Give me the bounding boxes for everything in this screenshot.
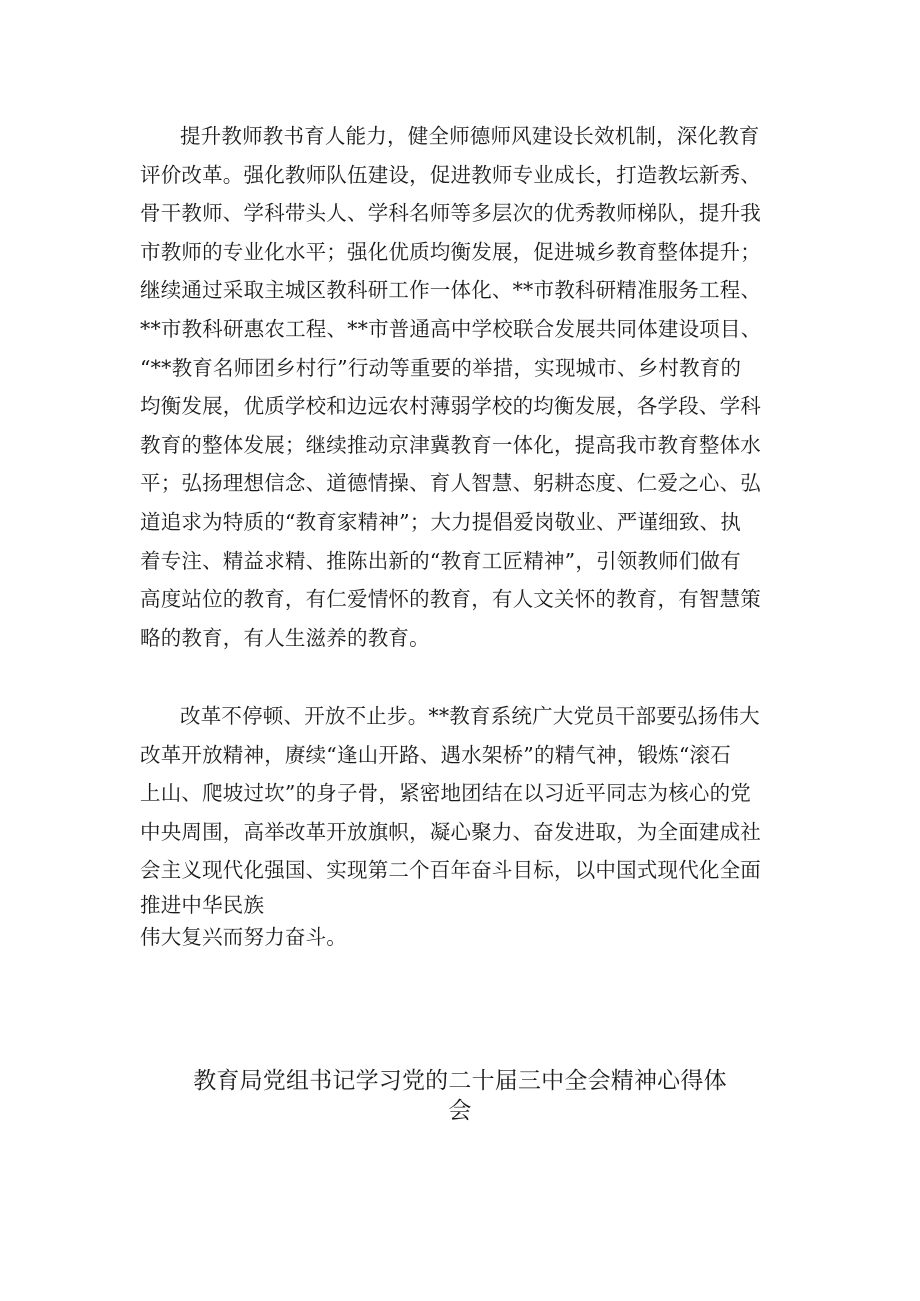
paragraph-line: 市教师的专业化水平；强化优质均衡发展，促进城乡教育整体提升； [140,239,761,264]
paragraph-line: 平；弘扬理想信念、道德情操、育人智慧、躬耕态度、仁爱之心、弘 [140,471,761,496]
paragraph-line: 推进中华民族 [140,892,265,917]
paragraph-line: 均衡发展，优质学校和边远农村薄弱学校的均衡发展，各学段、学科 [140,394,761,419]
article-title [0,1066,920,1126]
paragraph-line: 继续通过采取主城区教科研工作一体化、**市教科研精准服务工程、 [140,278,762,303]
paragraph-2 [140,697,790,954]
paragraph-line: 会主义现代化强国、实现第二个百年奋斗目标，以中国式现代化全面 [140,858,761,883]
paragraph-line: 道追求为特质的“教育家精神”；大力提倡爱岗敬业、严谨细致、执 [140,509,741,534]
paragraph-line: 着专注、精益求精、推陈出新的“教育工匠精神”，引领教师们做有 [140,548,741,573]
title-line: 会 [448,1098,472,1124]
paragraph-line: 提升教师教书育人能力，健全师德师风建设长效机制，深化教育 [180,124,760,148]
paragraph-line: 教育的整体发展；继续推动京津冀教育一体化，提高我市教育整体水 [140,432,761,457]
paragraph-line: 高度站位的教育，有仁爱情怀的教育，有人文关怀的教育，有智慧策 [140,587,761,612]
paragraph-line: 改革不停顿、开放不止步。**教育系统广大党员干部要弘扬伟大 [180,704,760,728]
paragraph-line: “**教育名师团乡村行”行动等重要的举措，实现城市、乡村教育的 [140,355,742,380]
title-line: 教育局党组书记学习党的二十届三中全会精神心得体 [193,1068,727,1094]
paragraph-line: 骨干教师、学科带头人、学科名师等多层次的优秀教师梯队，提升我 [140,201,761,226]
paragraph-line: 上山、爬坡过坎”的身子骨，紧密地团结在以习近平同志为核心的党 [140,781,751,806]
paragraph-line: 伟大复兴而努力奋斗。 [140,924,347,949]
paragraph-line: **市教科研惠农工程、**市普通高中学校联合发展共同体建设项目、 [140,316,762,341]
paragraph-line: 评价改革。强化教师队伍建设，促进教师专业成长，打造教坛新秀、 [140,162,761,187]
paragraph-line: 改革开放精神，赓续“逢山开路、遇水架桥”的精气神，锻炼“滚石 [140,742,731,767]
paragraph-line: 中央周围，高举改革开放旗帜，凝心聚力、奋发进取，为全面建成社 [140,819,761,844]
paragraph-1 [140,117,790,657]
paragraph-line: 略的教育，有人生滋养的教育。 [140,625,430,650]
